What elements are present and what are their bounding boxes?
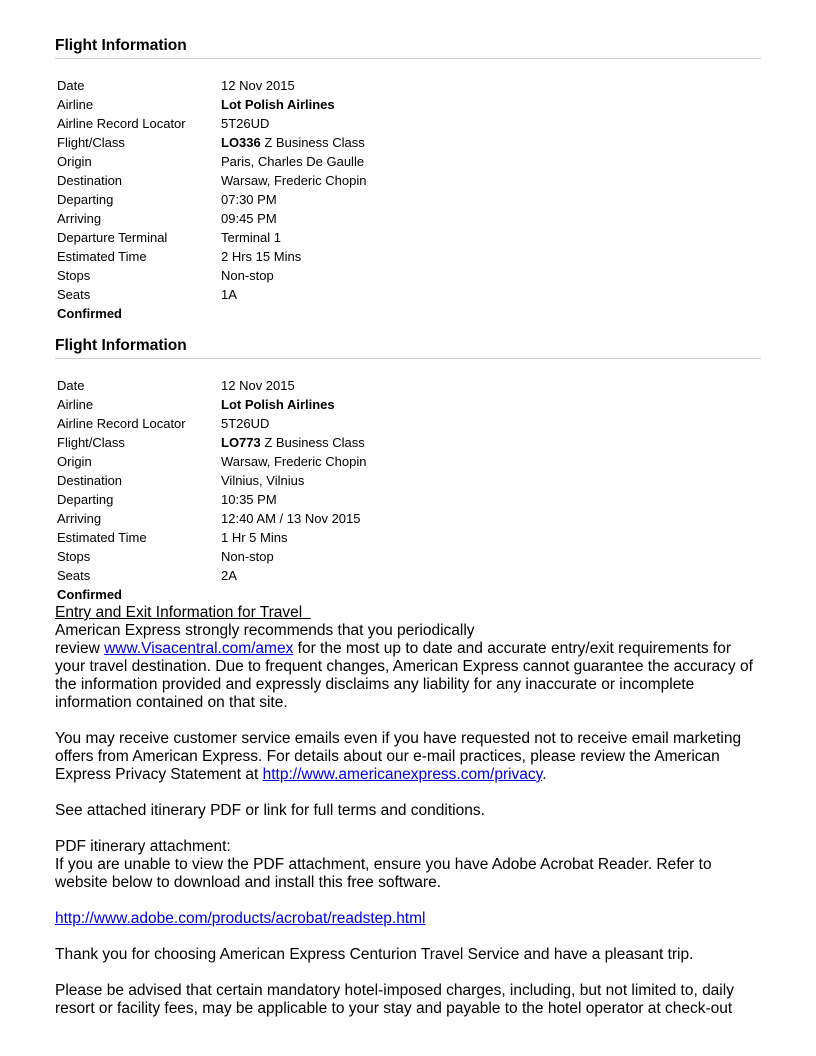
row-value: Terminal 1: [221, 230, 281, 245]
table-row: [57, 285, 366, 304]
flight-code: LO336: [221, 135, 261, 150]
pdf-attachment-paragraph: [55, 838, 761, 892]
status-confirmed: Confirmed: [57, 587, 122, 602]
row-value: 12 Nov 2015: [221, 78, 295, 93]
row-label: Origin: [57, 154, 92, 169]
row-value: 1A: [221, 287, 237, 302]
row-label: Departing: [57, 492, 114, 507]
flight-class-value: [221, 433, 366, 452]
row-label: Arriving: [57, 511, 102, 526]
table-row: [57, 471, 366, 490]
row-value: 5T26UD: [221, 116, 270, 131]
row-label: Stops: [57, 549, 91, 564]
table-row: [57, 266, 366, 285]
adobe-link-paragraph: [55, 910, 761, 928]
itinerary-page: [55, 36, 761, 1018]
row-label: Arriving: [57, 211, 102, 226]
row-value: 5T26UD: [221, 416, 270, 431]
entry-exit-title: Entry and Exit Information for Travel: [55, 604, 311, 621]
row-value: Non-stop: [221, 549, 274, 564]
flight-section-title: Flight Information: [55, 36, 761, 59]
table-row: [57, 133, 366, 152]
table-row: [57, 171, 366, 190]
paragraph-text: PDF itinerary attachment:: [55, 838, 231, 855]
table-row: [57, 76, 366, 95]
adobe-reader-link[interactable]: http://www.adobe.com/products/acrobat/readstep.html: [55, 910, 426, 927]
row-label: Airline Record Locator: [57, 116, 186, 131]
table-row: [57, 509, 366, 528]
paragraph-text: for the most up to date and accurate entry/exit requirements for your travel destination. Due to frequent changes, American Express cannot guarantee the accuracy of the information provided and expressly disclaims any liability for any inaccurate or incomplete information contained on that site.: [55, 640, 753, 711]
table-row: [57, 566, 366, 585]
paragraph-text: American Express strongly recommends that you periodically: [55, 622, 475, 639]
row-value: Non-stop: [221, 268, 274, 283]
flight-section-title: Flight Information: [55, 336, 761, 359]
row-label: Airline: [57, 97, 94, 112]
row-label: Origin: [57, 454, 92, 469]
hotel-charges-paragraph: Please be advised that certain mandatory hotel-imposed charges, including, but not limited to, daily resort or facility fees, may be applicable to your stay and payable to the hotel operator at check-out: [55, 982, 734, 1017]
row-value: Warsaw, Frederic Chopin: [221, 173, 367, 188]
row-label: Seats: [57, 568, 91, 583]
table-row: [57, 395, 366, 414]
row-value: Warsaw, Frederic Chopin: [221, 454, 367, 469]
class-text: Z Business Class: [260, 135, 365, 150]
row-value: 12:40 AM / 13 Nov 2015: [221, 511, 361, 526]
row-label: Estimated Time: [57, 249, 147, 264]
row-label: Destination: [57, 473, 123, 488]
email-notice-paragraph: [55, 730, 761, 784]
entry-exit-section: [55, 604, 761, 1018]
table-row: [57, 414, 366, 433]
table-row: [57, 247, 366, 266]
visacentral-link[interactable]: www.Visacentral.com/amex: [104, 640, 294, 657]
paragraph-text: .: [542, 766, 547, 783]
flight-details-table: [57, 376, 366, 585]
airline-name: Lot Polish Airlines: [221, 97, 335, 112]
table-row: [57, 209, 366, 228]
table-row: [57, 114, 366, 133]
table-row: [57, 547, 366, 566]
row-label: Date: [57, 378, 85, 393]
row-label: Date: [57, 78, 85, 93]
paragraph-text: review: [55, 640, 105, 657]
table-row: [57, 95, 366, 114]
row-label: Estimated Time: [57, 530, 147, 545]
table-row: [57, 452, 366, 471]
row-label: Flight/Class: [57, 135, 125, 150]
airline-name: Lot Polish Airlines: [221, 397, 335, 412]
row-value: 1 Hr 5 Mins: [221, 530, 288, 545]
flight-section-1: [55, 36, 761, 323]
row-value: 2 Hrs 15 Mins: [221, 249, 302, 264]
row-value: 09:45 PM: [221, 211, 277, 226]
flight-details-table: [57, 76, 366, 304]
flight-code: LO773: [221, 435, 261, 450]
table-row: [57, 490, 366, 509]
privacy-link[interactable]: http://www.americanexpress.com/privacy: [262, 766, 543, 783]
row-label: Seats: [57, 287, 91, 302]
table-row: [57, 228, 366, 247]
row-label: Flight/Class: [57, 435, 125, 450]
flight-class-value: [221, 133, 366, 152]
row-label: Stops: [57, 268, 91, 283]
terms-paragraph: See attached itinerary PDF or link for full terms and conditions.: [55, 802, 485, 819]
table-row: [57, 528, 366, 547]
row-label: Airline: [57, 397, 94, 412]
row-label: Destination: [57, 173, 123, 188]
paragraph-text: You may receive customer service emails even if you have requested not to receive email marketing offers from American Express. For details about our e-mail practices, please review the American Express Privacy Statement at: [55, 730, 742, 783]
row-label: Departing: [57, 192, 114, 207]
table-row: [57, 376, 366, 395]
thank-you-paragraph: Thank you for choosing American Express Centurion Travel Service and have a pleasant trip.: [55, 946, 694, 963]
table-row: [57, 190, 366, 209]
row-label: Airline Record Locator: [57, 416, 186, 431]
status-confirmed: Confirmed: [57, 306, 122, 321]
row-value: Paris, Charles De Gaulle: [221, 154, 365, 169]
table-row: [57, 152, 366, 171]
row-value: 10:35 PM: [221, 492, 277, 507]
flight-section-2: [55, 336, 761, 604]
class-text: Z Business Class: [260, 435, 365, 450]
row-value: Vilnius, Vilnius: [221, 473, 305, 488]
entry-exit-paragraph: [55, 622, 761, 712]
row-value: 07:30 PM: [221, 192, 277, 207]
row-label: Departure Terminal: [57, 230, 168, 245]
paragraph-text: If you are unable to view the PDF attachment, ensure you have Adobe Acrobat Reader. Refer to website below to download and install this free software.: [55, 856, 712, 891]
table-row: [57, 433, 366, 452]
row-value: 12 Nov 2015: [221, 378, 295, 393]
row-value: 2A: [221, 568, 237, 583]
